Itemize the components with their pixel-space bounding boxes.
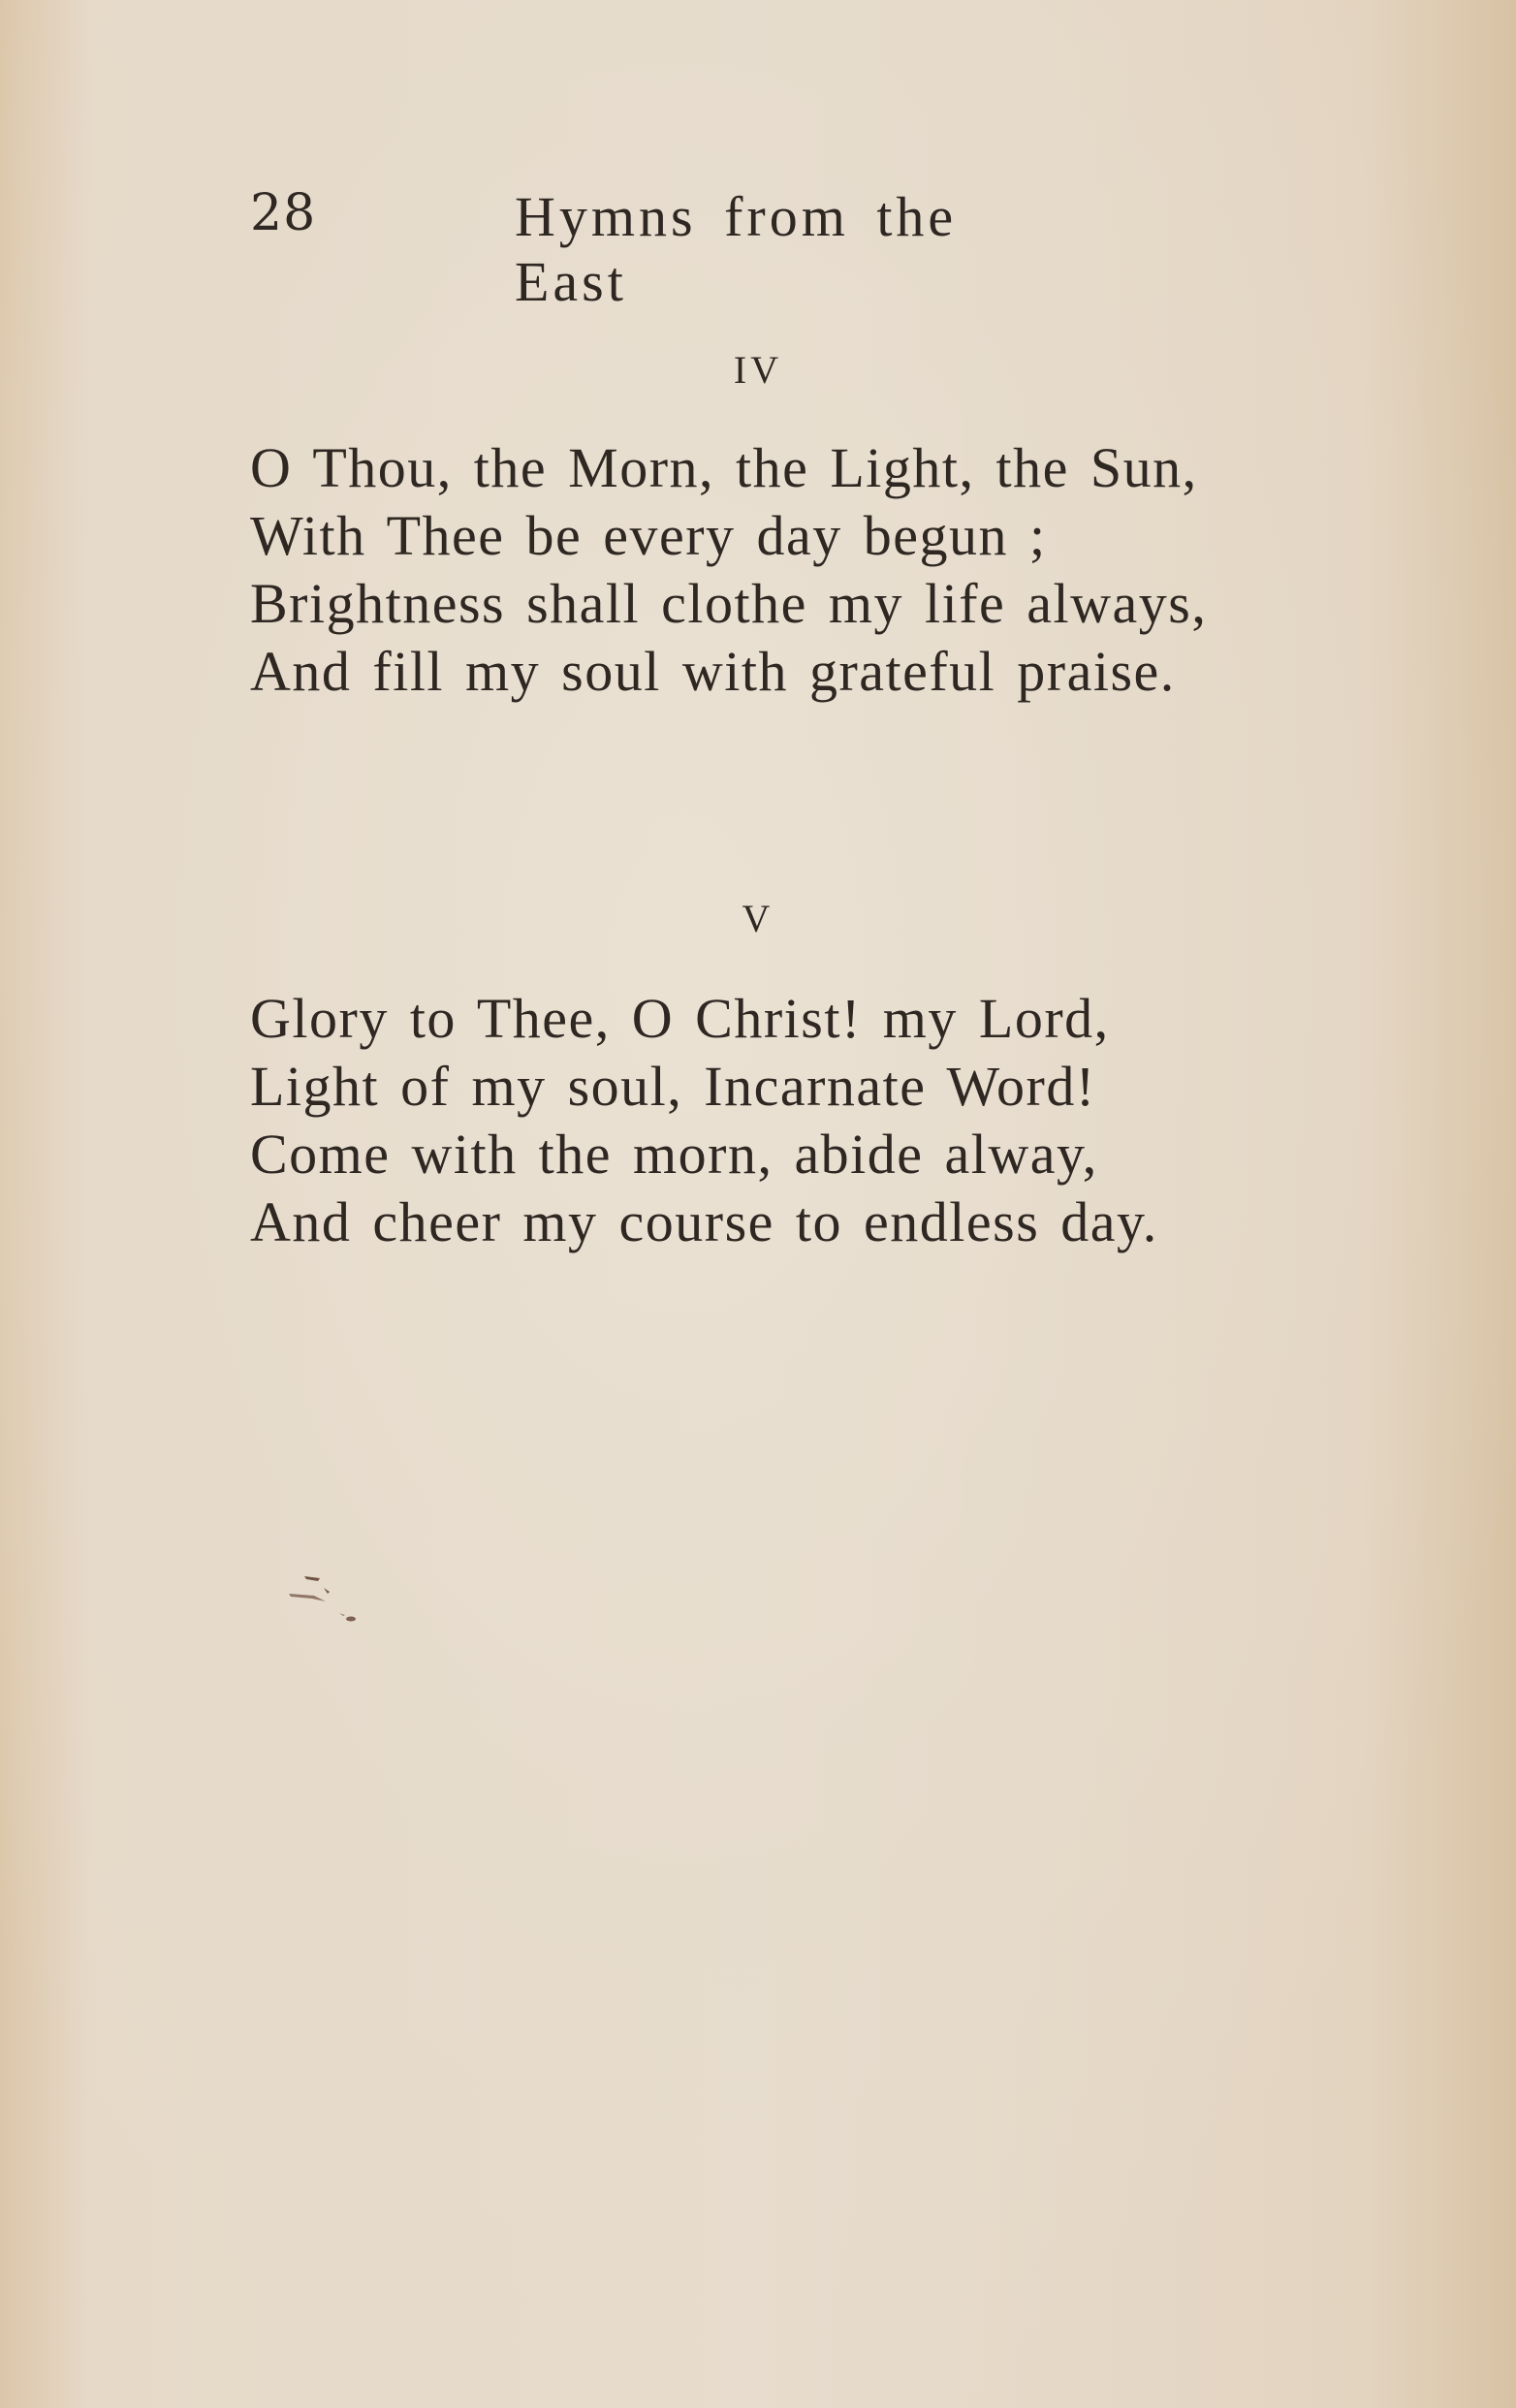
verse-line: With Thee be every day begun ; xyxy=(250,504,1047,567)
section-heading-iv: IV xyxy=(733,348,783,392)
stanza-iv xyxy=(250,434,1297,706)
book-title: Hymns from the East xyxy=(515,185,958,313)
ink-stain-mark xyxy=(287,1568,364,1627)
section-heading-v: V xyxy=(742,897,774,940)
verse-line: Come with the morn, abide alway, xyxy=(250,1123,1098,1186)
stanza-v xyxy=(250,985,1297,1256)
verse-line: Glory to Thee, O Christ! my Lord, xyxy=(250,987,1110,1050)
verse-line: Light of my soul, Incarnate Word! xyxy=(250,1055,1096,1118)
page-number: 28 xyxy=(250,184,317,242)
running-head xyxy=(250,184,1093,313)
verse-line: Brightness shall clothe my life always, xyxy=(250,572,1208,635)
verse-line: And cheer my course to endless day. xyxy=(250,1190,1158,1253)
verse-line: O Thou, the Morn, the Light, the Sun, xyxy=(250,436,1198,499)
verse-line: And fill my soul with grateful praise. xyxy=(250,640,1176,703)
